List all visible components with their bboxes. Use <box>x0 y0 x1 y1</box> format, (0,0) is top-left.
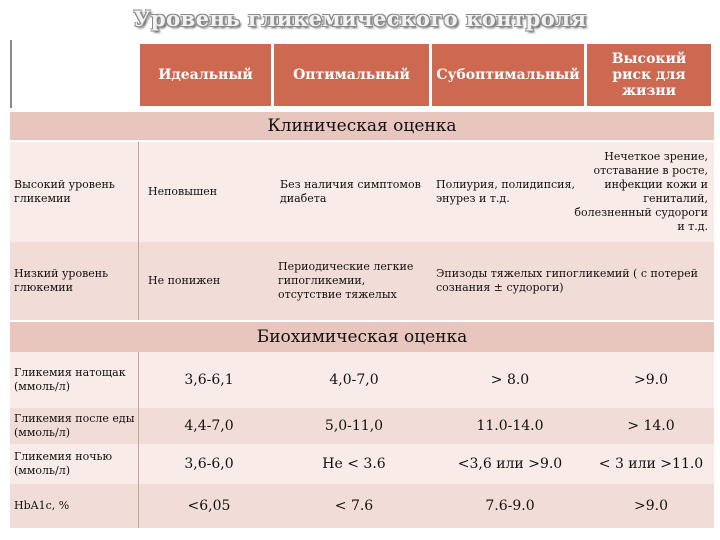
row-label: Гликемия натощак (ммоль/л) <box>14 366 126 393</box>
header-optimal: Оптимальный <box>274 44 429 106</box>
cell-suboptimal: Полиурия, полидипсия, энурез и т.д. <box>436 178 575 205</box>
cell-high-risk: Нечеткое зрение, отставание в росте, инфекции кожи и гениталий, болезненный судороги и т.д. <box>574 150 708 233</box>
header-ideal: Идеальный <box>140 44 271 106</box>
cell-high-risk: < 3 или >11.0 <box>598 456 704 472</box>
cell-optimal: < 7.6 <box>334 498 374 514</box>
cell-high-risk: >9.0 <box>634 498 668 514</box>
cell-suboptimal: > 8.0 <box>490 372 530 388</box>
cell-suboptimal: 7.6-9.0 <box>485 498 535 514</box>
row-label: Низкий уровень глюкемии <box>14 267 109 294</box>
column-divider <box>138 142 139 320</box>
cell-high-risk: > 14.0 <box>627 418 675 434</box>
cell-optimal: Периодические легкие гипогликемии, отсутствие тяжелых <box>278 260 414 301</box>
cell-ideal: 3,6-6,0 <box>184 456 234 472</box>
column-divider <box>138 352 139 528</box>
cell-optimal: 5,0-11,0 <box>324 418 384 434</box>
row-label: Гликемия после еды (ммоль/л) <box>14 412 135 439</box>
cell-ideal: Не понижен <box>148 274 221 287</box>
cell-high-risk: >9.0 <box>634 372 668 388</box>
table-row <box>10 242 714 320</box>
cell-optimal: Без наличия симптомов диабета <box>280 178 421 205</box>
row-label: Гликемия ночью (ммоль/л) <box>14 450 113 477</box>
cell-optimal: 4,0-7,0 <box>329 372 379 388</box>
row-label: HbA1c, % <box>14 499 70 512</box>
cell-suboptimal: 11.0-14.0 <box>476 418 544 434</box>
row-label: Высокий уровень гликемии <box>14 178 115 205</box>
header-suboptimal: Субоптимальный <box>432 44 584 106</box>
table-row <box>10 484 714 528</box>
cell-ideal: Неповышен <box>148 185 218 198</box>
table-row <box>10 142 714 242</box>
page-title: Уровень гликемического контроля <box>133 6 587 31</box>
cell-ideal: <6,05 <box>187 498 231 514</box>
cell-ideal: 3,6-6,1 <box>184 372 234 388</box>
section-clinical-title: Клиническая оценка <box>267 116 457 136</box>
table-row <box>10 444 714 484</box>
header-high-risk: Высокий риск для жизни <box>587 44 711 106</box>
cell-suboptimal: <3,6 или >9.0 <box>457 456 563 472</box>
table-row <box>10 408 714 444</box>
section-biochemical <box>10 322 714 352</box>
section-clinical <box>10 112 714 140</box>
section-biochemical-title: Биохимическая оценка <box>256 327 468 347</box>
table-header <box>0 44 720 108</box>
cell-suboptimal-high-risk: Эпизоды тяжелых гипогликемий ( с потерей сознания ± судороги) <box>436 267 698 294</box>
table-row <box>10 352 714 408</box>
cell-ideal: 4,4-7,0 <box>184 418 234 434</box>
cell-optimal: Не < 3.6 <box>322 456 386 472</box>
